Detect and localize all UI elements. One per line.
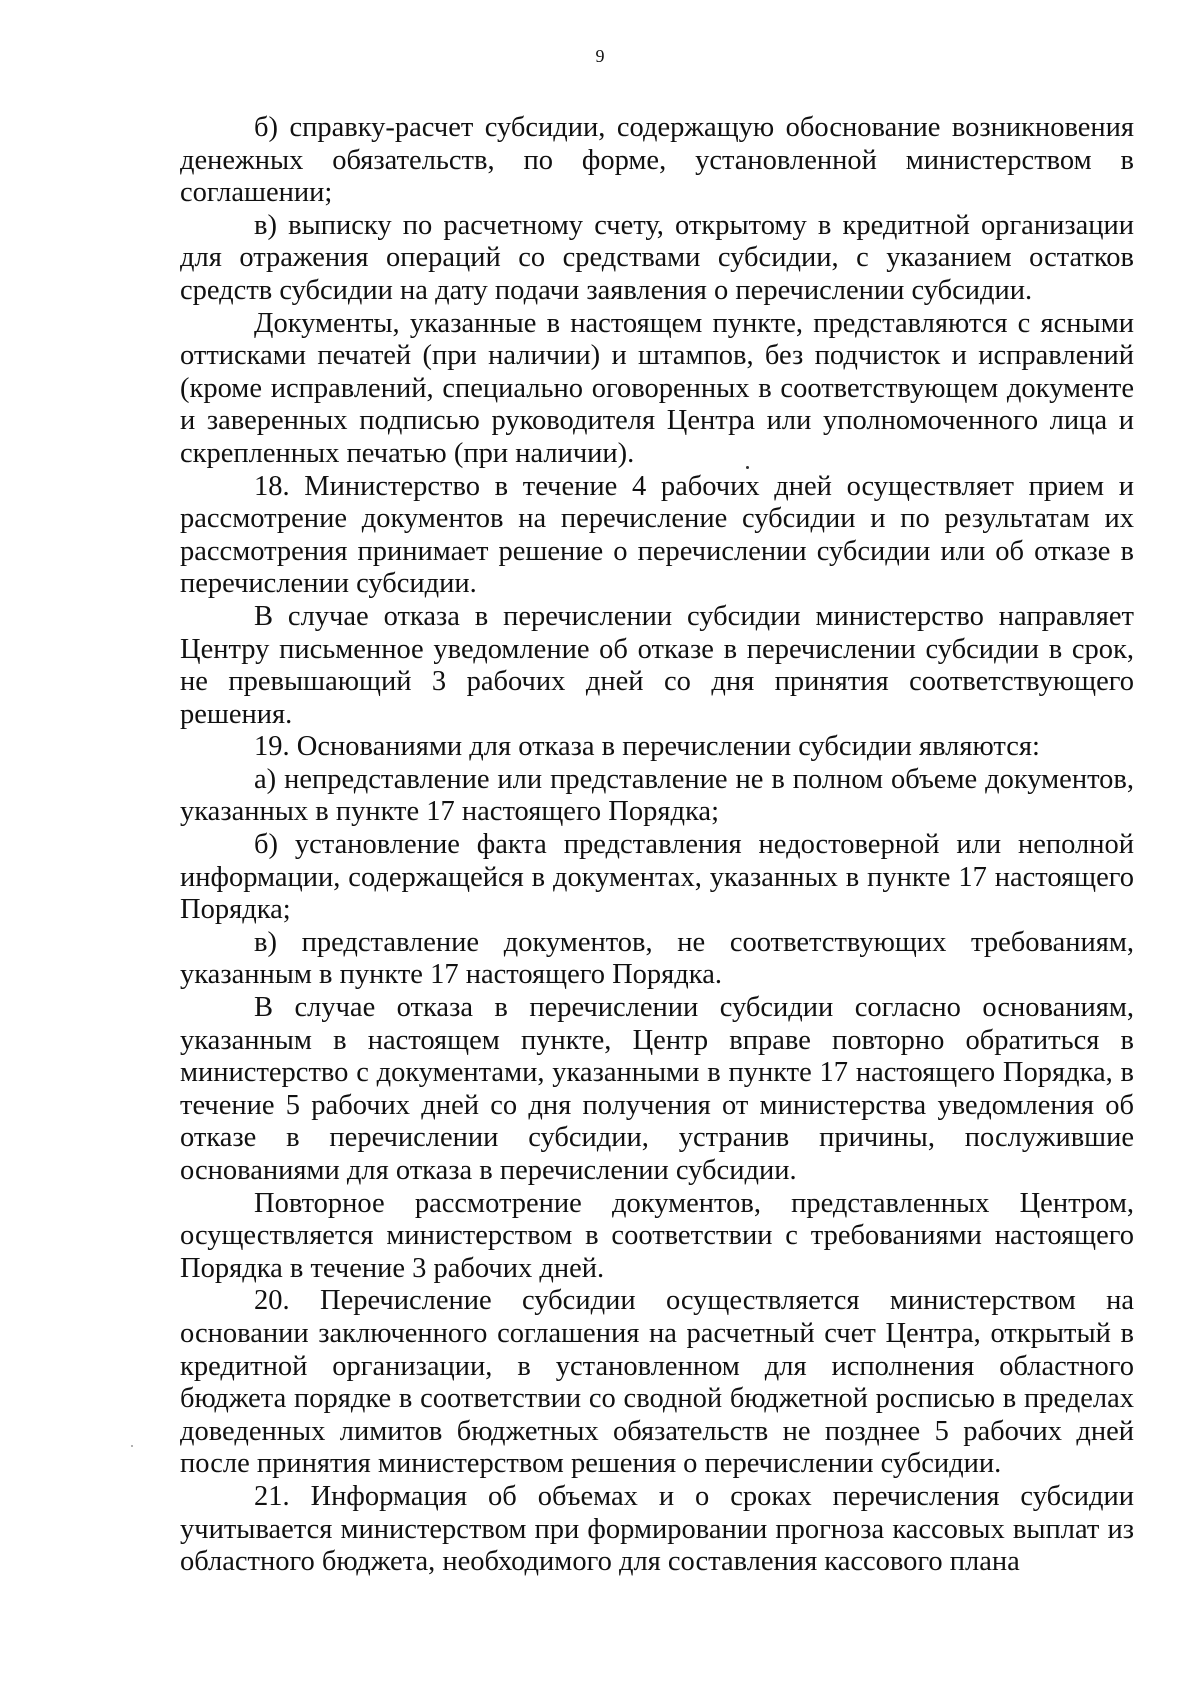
paragraph-item-18: 18. Министерство в течение 4 рабочих дней осуществляет прием и рассмотрение документов на перечисление субсидии и по результатам их рассмотрения принимает решение о перечислении субсидии или об отказе в перечислении субсидии.	[180, 470, 1134, 600]
paragraph-item-19-b: б) установление факта представления недостоверной или неполной информации, содержащейся в документах, указанных в пункте 17 настоящего Порядка;	[180, 829, 1134, 926]
document-body	[180, 112, 1134, 1579]
paragraph-documents-requirements: Документы, указанные в настоящем пункте, представляются с ясными оттисками печатей (при наличии) и штампов, без подчисток и исправлений (кроме исправлений, специально оговоренных в соответствующем документе и заверенных подписью руководителя Центра или уполномоченного лица и скрепленных печатью (при наличии).	[180, 307, 1134, 469]
page-number: 9	[595, 46, 605, 66]
scan-artifact-dot	[746, 466, 749, 469]
paragraph-repeat-application: В случае отказа в перечислении субсидии согласно основаниям, указанным в настоящем пункте, Центр вправе повторно обратиться в министерство с документами, указанными в пункте 17 настоящего Порядка, в течение 5 рабочих дней со дня получения от министерства уведомления об отказе в перечислении субсидии, устранив причины, послужившие основаниями для отказа в перечислении субсидии.	[180, 992, 1134, 1186]
paragraph-item-19: 19. Основаниями для отказа в перечислении субсидии являются:	[254, 731, 1040, 763]
paragraph-subitem-v-account-statement: в) выписку по расчетному счету, открытому в кредитной организации для отражения операций со средствами субсидии, с указанием остатков средств субсидии на дату подачи заявления о перечислении субсидии.	[180, 209, 1134, 306]
paragraph-item-19-v: в) представление документов, не соответствующих требованиям, указанным в пункте 17 настоящего Порядка.	[180, 926, 1134, 991]
paragraph-item-21: 21. Информация об объемах и о сроках перечисления субсидии учитывается министерством при формировании прогноза кассовых выплат из областного бюджета, необходимого для составления кассового плана	[180, 1480, 1134, 1578]
paragraph-item-20: 20. Перечисление субсидии осуществляется министерством на основании заключенного соглашения на расчетный счет Центра, открытый в кредитной организации, в установленном для исполнения областного бюджета порядке в соответствии со сводной бюджетной росписью в пределах доведенных лимитов бюджетных обязательств не позднее 5 рабочих дней после принятия министерством решения о перечислении субсидии.	[180, 1285, 1134, 1480]
scan-artifact-dot	[131, 1445, 133, 1447]
paragraph-refusal-notice: В случае отказа в перечислении субсидии министерство направляет Центру письменное уведомление об отказе в перечислении субсидии в срок, не превышающий 3 рабочих дней со дня принятия соответствующего решения.	[180, 600, 1134, 730]
paragraph-subitem-b-calculation: б) справку-расчет субсидии, содержащую обоснование возникновения денежных обязательств, по форме, установленной министерством в соглашении;	[180, 112, 1134, 209]
paragraph-item-19-a: а) непредставление или представление не в полном объеме документов, указанных в пункте 17 настоящего Порядка;	[180, 763, 1134, 828]
paragraph-repeat-review: Повторное рассмотрение документов, представленных Центром, осуществляется министерством в соответствии с требованиями настоящего Порядка в течение 3 рабочих дней.	[180, 1187, 1134, 1284]
